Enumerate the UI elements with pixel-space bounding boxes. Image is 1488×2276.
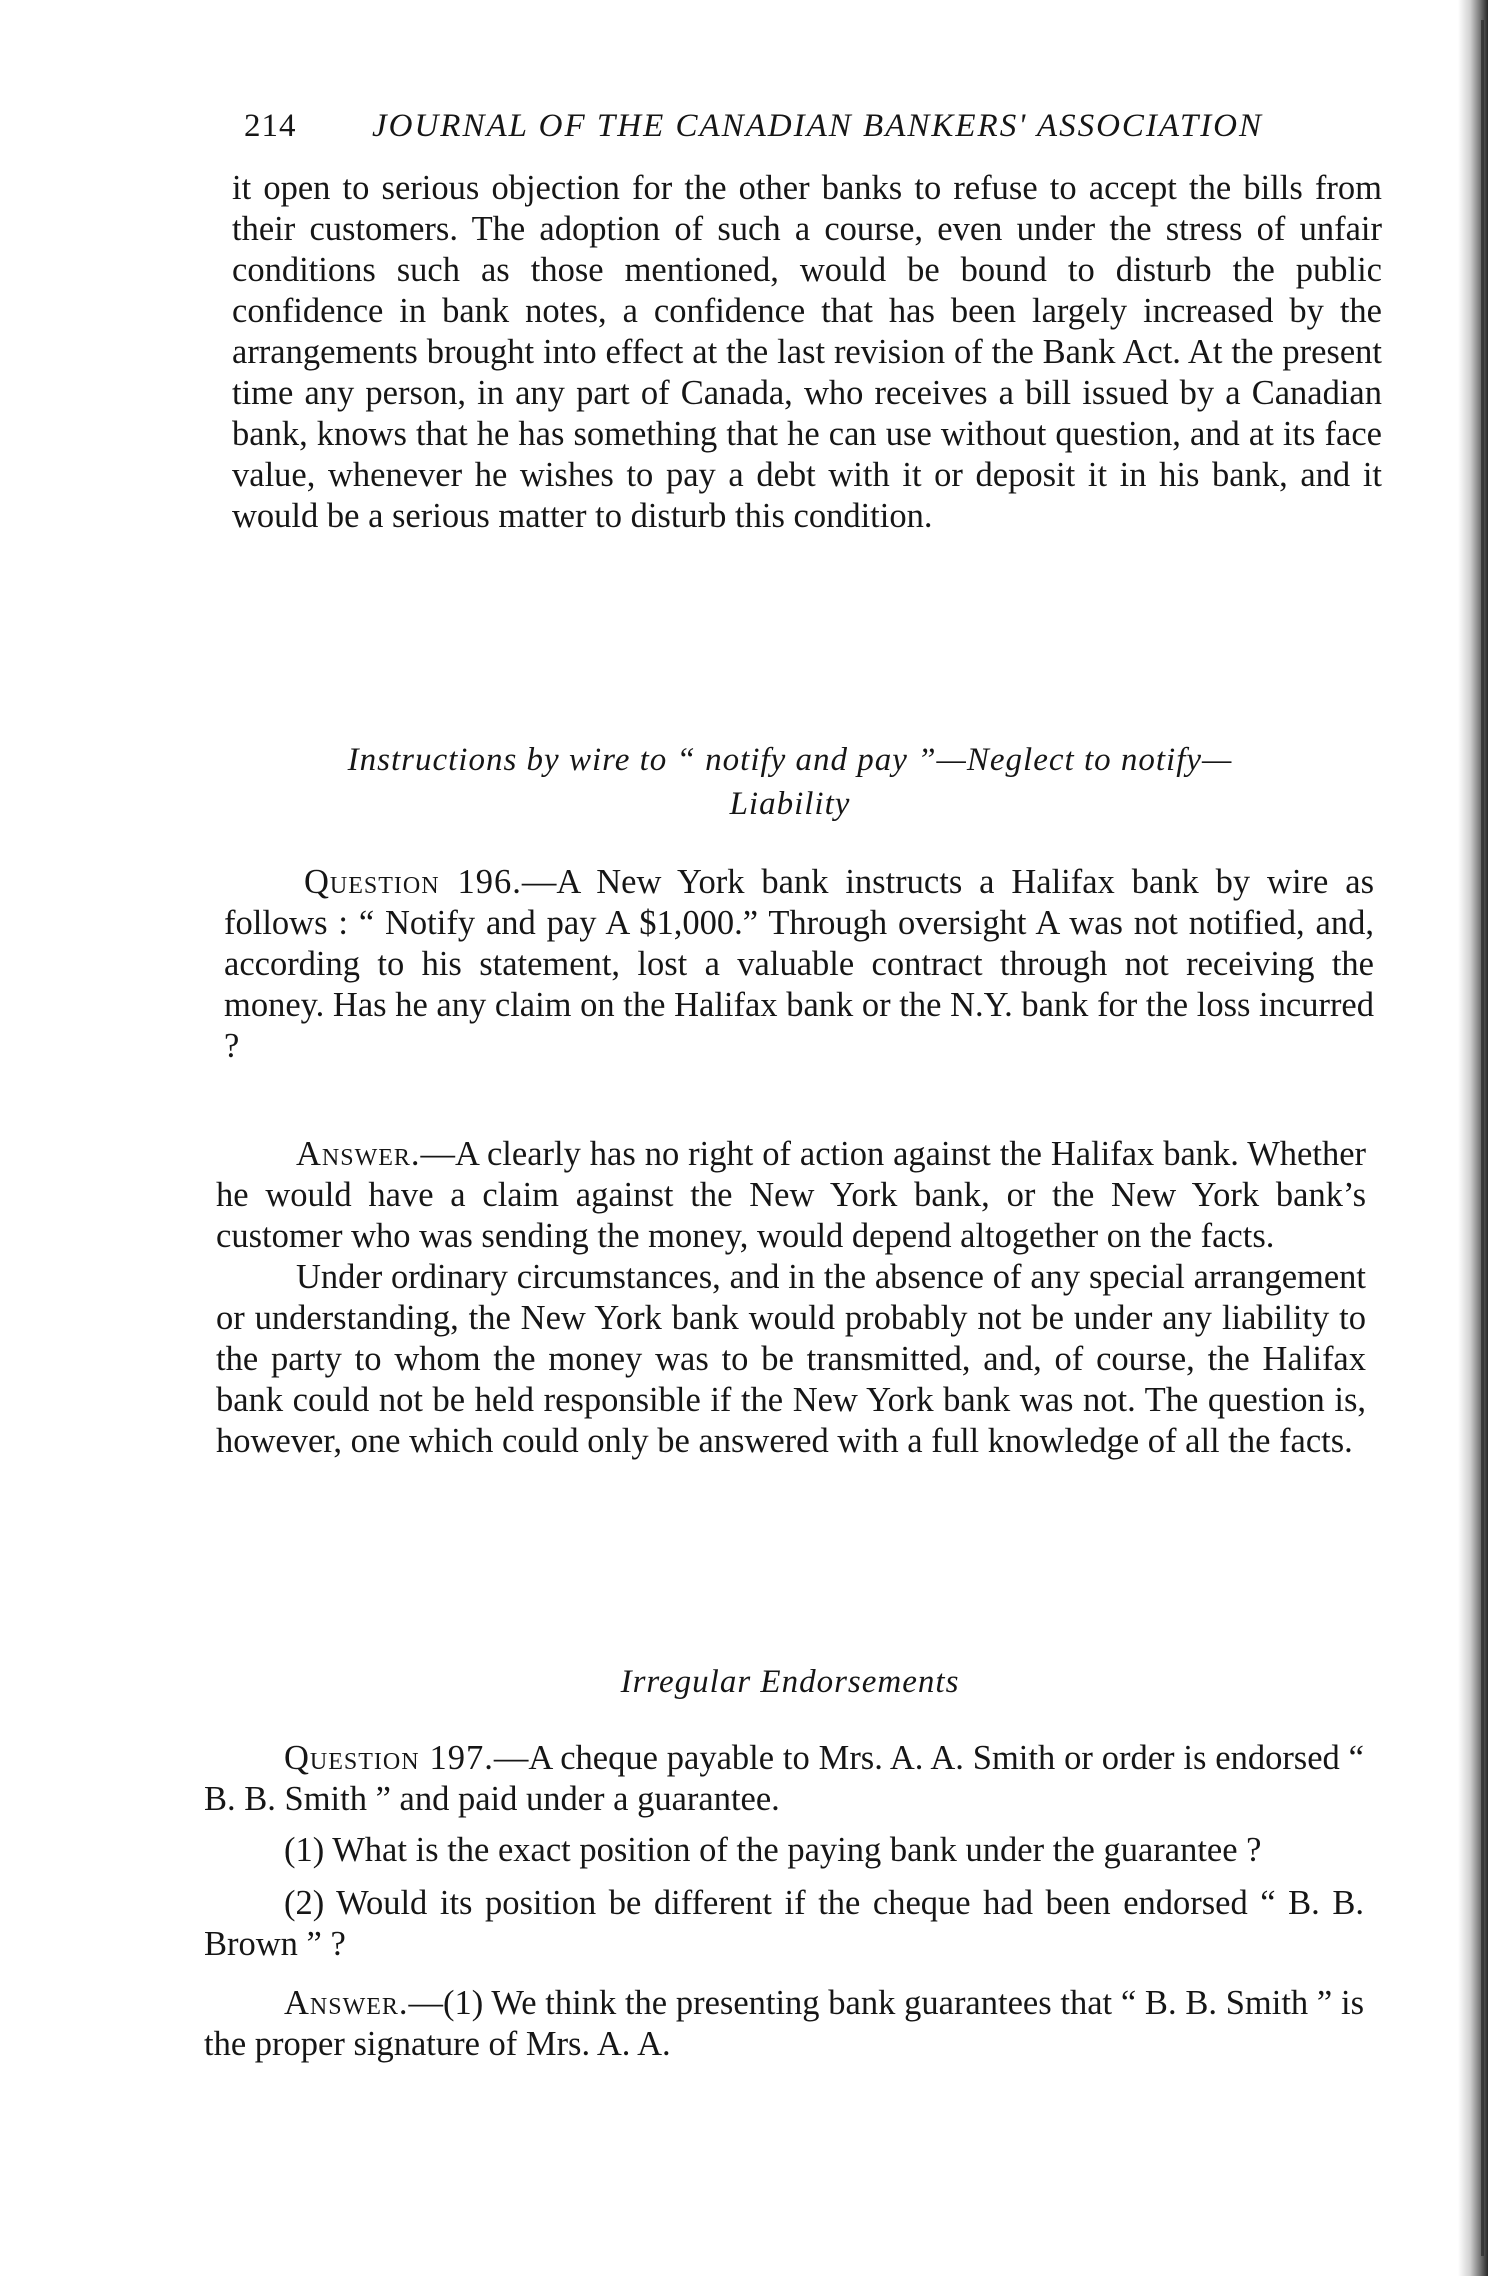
question-196-block	[224, 862, 1374, 1067]
page-number: 214	[244, 108, 297, 144]
answer-196-block	[216, 1134, 1366, 1462]
question-197	[204, 1738, 1364, 1820]
question-197-text: —A cheque payable to Mrs. A. A. Smith or order is endorsed “ B. B. Smith ” and paid under a guarantee.	[204, 1739, 1364, 1818]
answer-197-text: —(1) We think the presenting bank guarantees that “ B. B. Smith ” is the proper signature of Mrs. A. A.	[204, 1984, 1364, 2063]
section-heading-line1: Instructions by wire to “ notify and pay ”—Neglect to notify—	[347, 742, 1233, 778]
question-197-label: Question 197.	[284, 1739, 494, 1777]
continuation-paragraph: it open to serious objection for the other banks to refuse to accept the bills from their customers. The adoption of such a course, even under the stress of unfair conditions such as those mentioned, would be bound to disturb the public confidence in bank notes, a confidence that has been largely increased by the arrangements brought into effect at the last revision of the Bank Act. At the present time any person, in any part of Canada, who receives a bill issued by a Canadian bank, knows that he has something that he can use without question, and at its face value, whenever he wishes to pay a debt with it or deposit it in his bank, and it would be a serious matter to disturb this condition.	[232, 169, 1382, 535]
running-header	[244, 108, 1284, 145]
section-heading-notify-and-pay	[200, 738, 1380, 826]
sub-question-2: (2) Would its position be different if the cheque had been endorsed “ B. B. Brown ” ?	[204, 1884, 1364, 1963]
question-196-label: Question 196.	[304, 863, 522, 901]
section-heading-irregular-endorsements	[200, 1660, 1380, 1704]
sub-question-1: (1) What is the exact position of the paying bank under the guarantee ?	[284, 1831, 1262, 1869]
journal-title: JOURNAL OF THE CANADIAN BANKERS' ASSOCIATION	[372, 108, 1264, 144]
section-heading-text: Irregular Endorsements	[620, 1664, 960, 1700]
section-heading-line2: Liability	[729, 786, 851, 822]
answer-196-paragraph-2: Under ordinary circumstances, and in the absence of any special arrangement or understanding, the New York bank would probably not be under any liability to the party to whom the money was to be transmitted, and, of course, the Halifax bank could not be held responsible if the New York bank was not. The question is, however, one which could only be answered with a full knowledge of all the facts.	[216, 1258, 1366, 1460]
answer-196-label: Answer.	[296, 1135, 421, 1173]
question-196	[224, 862, 1374, 1067]
answer-196	[216, 1134, 1366, 1257]
answer-196-text: —A clearly has no right of action against the Halifax bank. Whether he would have a claim against the New York bank, or the New York bank’s customer who was sending the money, would depend altogether on the facts.	[216, 1135, 1366, 1255]
continuation-block	[232, 168, 1382, 537]
question-197-block	[204, 1738, 1364, 2065]
answer-197-label: Answer.	[284, 1984, 409, 2022]
question-196-text: —A New York bank instructs a Halifax bank by wire as follows : “ Notify and pay A $1,000.” Through oversight A was not notified, and, according to his statement, lost a valuable contract through not receiving the money. Has he any claim on the Halifax bank or the N.Y. bank for the loss incurred ?	[224, 863, 1374, 1065]
page-edge-line	[1481, 20, 1484, 2256]
answer-197	[204, 1983, 1364, 2065]
